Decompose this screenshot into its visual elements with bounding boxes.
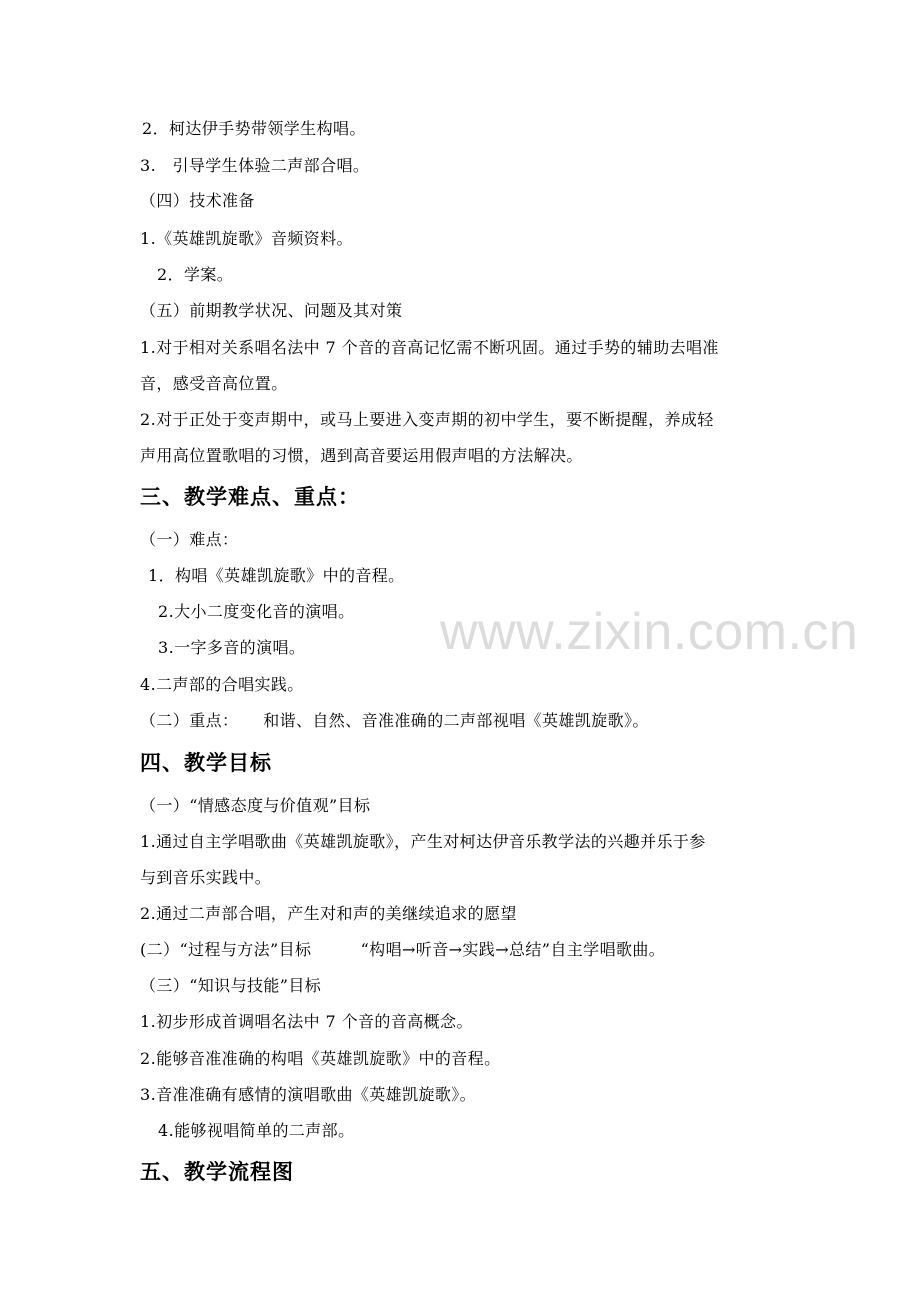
text-line: 4.二声部的合唱实践。 [140, 675, 304, 694]
text-line: 1.通过自主学唱歌曲《英雄凯旋歌》，产生对柯达伊音乐教学法的兴趣并乐于参 [140, 832, 706, 851]
text-line: 3. 引导学生体验二声部合唱。 [140, 156, 370, 175]
text-line: 2.能够音准准确的构唱《英雄凯旋歌》中的音程。 [140, 1049, 501, 1068]
section-subheading: （五）前期教学状况、问题及其对策 [140, 301, 403, 320]
text-line: 2．学案。 [157, 265, 234, 284]
section-heading-3: 三、教学难点、重点： [140, 485, 360, 509]
text-line: 3.一字多音的演唱。 [158, 638, 306, 657]
text-line: 2.对于正处于变声期中，或马上要进入变声期的初中学生，要不断提醒，养成轻 [140, 410, 714, 429]
section-heading-5: 五、教学流程图 [140, 1160, 294, 1184]
text-line: 2.通过二声部合唱，产生对和声的美继续追求的愿望 [140, 904, 517, 923]
section-subheading: （三）“知识与技能”目标 [140, 976, 322, 995]
watermark: www.zixin.com.cn [440, 603, 859, 661]
section-heading-4: 四、教学目标 [140, 751, 272, 775]
text-line: 1.对于相对关系唱名法中 7 个音的音高记忆需不断巩固。通过手势的辅助去唱准 [140, 338, 719, 357]
text-line: 1.初步形成首调唱名法中 7 个音的音高概念。 [140, 1012, 473, 1031]
section-subheading: （四）技术准备 [140, 191, 255, 210]
text-line: 3.音准准确有感情的演唱歌曲《英雄凯旋歌》。 [140, 1085, 477, 1104]
section-subheading: （一）“情感态度与价值观”目标 [140, 796, 371, 815]
text-line: 1．构唱《英雄凯旋歌》中的音程。 [148, 566, 405, 585]
text-line: 2.大小二度变化音的演唱。 [158, 602, 355, 621]
text-line: 4.能够视唱简单的二声部。 [158, 1121, 355, 1140]
text-line: (二）“过程与方法”目标 “构唱→听音→实践→总结”自主学唱歌曲。 [140, 940, 666, 959]
text-line: 音，感受音高位置。 [140, 374, 288, 393]
text-line: 与到音乐实践中。 [140, 868, 272, 887]
text-line: （二）重点： 和谐、自然、音准准确的二声部视唱《英雄凯旋歌》。 [140, 711, 649, 730]
text-line: 声用高位置歌唱的习惯，遇到高音要运用假声唱的方法解决。 [140, 446, 583, 465]
text-line: 1.《英雄凯旋歌》音频资料。 [140, 229, 353, 248]
text-line: 2．柯达伊手势带领学生构唱。 [142, 119, 366, 138]
section-subheading: （一）难点： [140, 530, 239, 549]
